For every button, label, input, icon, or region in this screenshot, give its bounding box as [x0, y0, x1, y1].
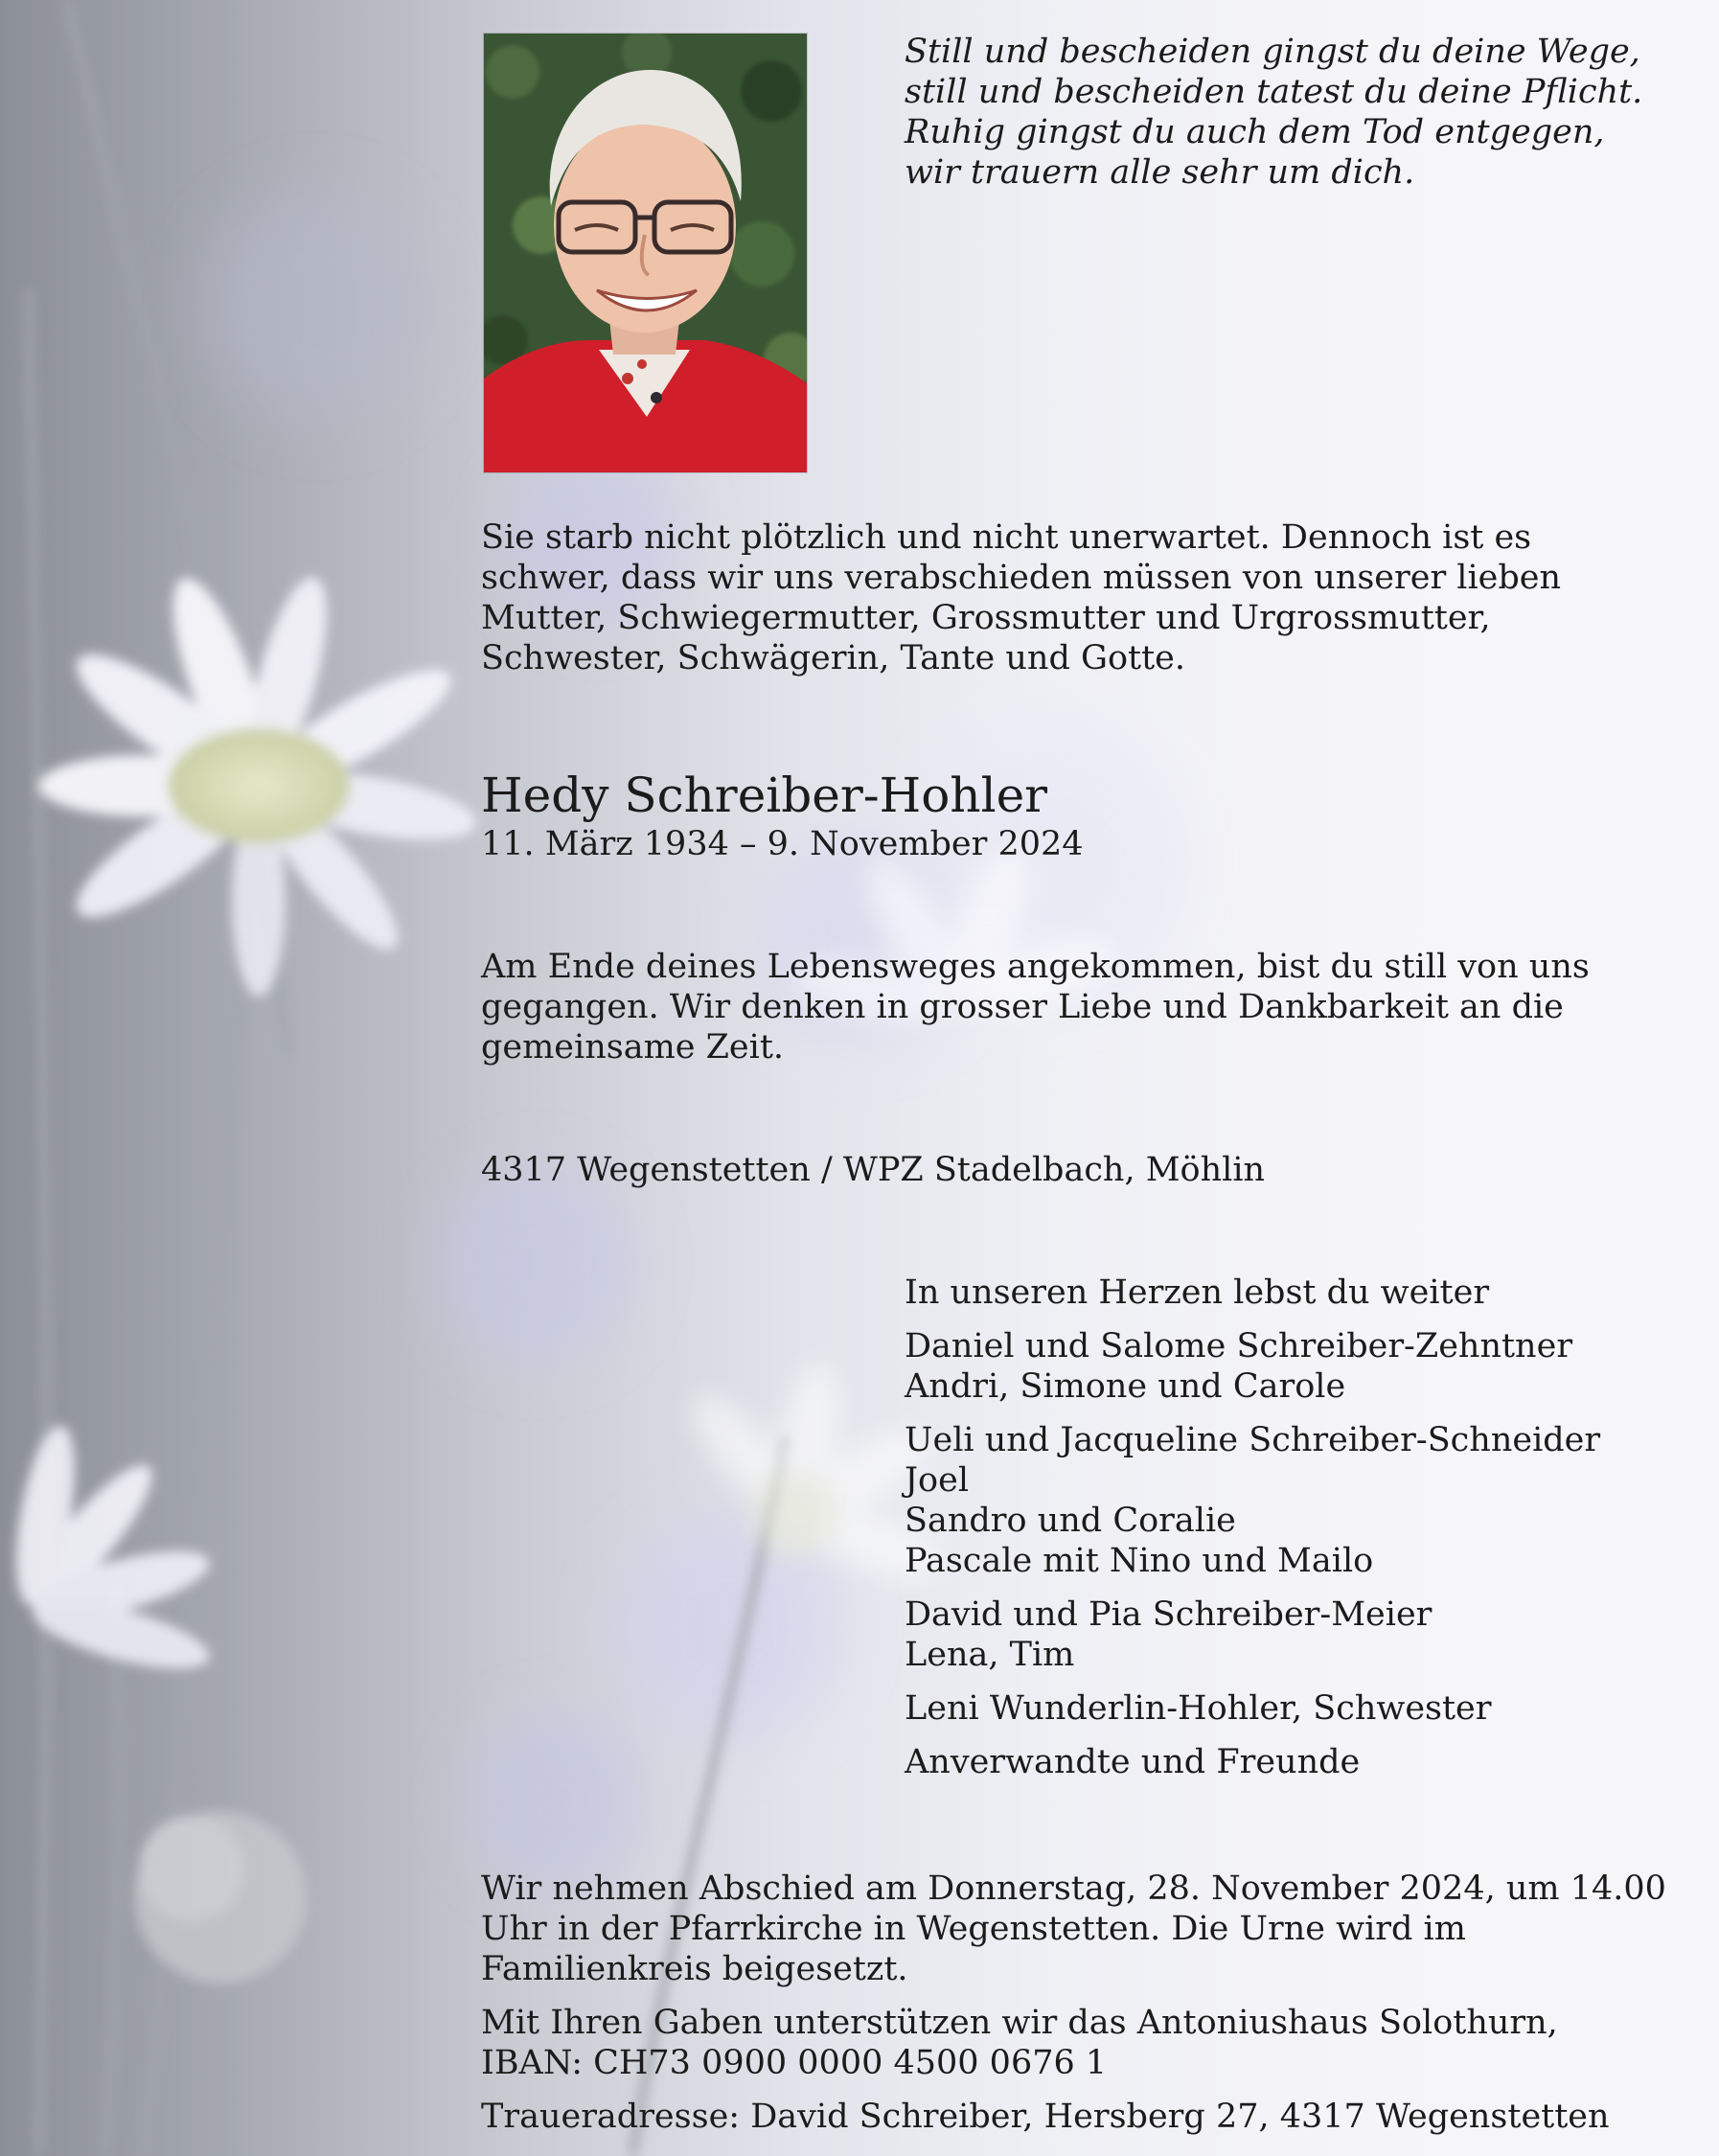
mourner-line: Joel	[905, 1461, 970, 1500]
farewell-paragraph: Am Ende deines Lebensweges angekommen, bist du still von uns gegangen. Wir denken in grosser Liebe und Dankbarkeit an die gemeinsame Zeit.	[481, 948, 1590, 1067]
mourner-line: David und Pia Schreiber-Meier	[905, 1595, 1432, 1634]
mourner-group	[905, 1742, 1671, 1782]
mourner-group	[905, 1420, 1671, 1581]
poem-line: Ruhig gingst du auch dem Tod entgegen,	[905, 113, 1605, 151]
service-paragraph: Wir nehmen Abschied am Donnerstag, 28. November 2024, um 14.00 Uhr in der Pfarrkirche in Wegenstetten. Die Urne wird im Familienkreis beigesetzt.	[481, 1869, 1666, 1988]
donation-text: Mit Ihren Gaben unterstützen wir das Antoniushaus Solothurn,	[481, 2004, 1558, 2042]
intro-paragraph: Sie starb nicht plötzlich und nicht unerwartet. Dennoch ist es schwer, dass wir uns verabschieden müssen von unserer lieben Mutter, Schwiegermutter, Grossmutter und Urgrossmutter, Schwester, Schwägerin, Tante und Gotte.	[481, 518, 1562, 677]
donation-iban: IBAN: CH73 0900 0000 4500 0676 1	[481, 2044, 1108, 2082]
mourner-line: Pascale mit Nino und Mailo	[905, 1542, 1374, 1580]
service-details	[481, 1869, 1679, 2150]
donation-paragraph	[481, 2003, 1679, 2083]
mourner-line: Sandro und Coralie	[905, 1502, 1236, 1540]
mourner-group	[905, 1688, 1671, 1729]
poem-line: wir trauern alle sehr um dich.	[905, 153, 1415, 192]
life-dates: 11. März 1934 – 9. November 2024	[481, 825, 1084, 863]
mourning-address: Traueradresse: David Schreiber, Hersberg 27, 4317 Wegenstetten	[481, 2098, 1610, 2136]
poem	[905, 32, 1643, 193]
poem-line: Still und bescheiden gingst du deine Wege,	[905, 33, 1640, 71]
poem-line: still und bescheiden tatest du deine Pflicht.	[905, 73, 1643, 111]
mourner-group	[905, 1326, 1671, 1407]
mourners-heading: In unseren Herzen lebst du weiter	[905, 1273, 1490, 1312]
deceased-name: Hedy Schreiber-Hohler	[481, 768, 1048, 823]
portrait-photo	[484, 34, 807, 472]
mourner-line: Lena, Tim	[905, 1636, 1075, 1674]
mourner-line: Leni Wunderlin-Hohler, Schwester	[905, 1689, 1492, 1728]
mourner-line: Ueli und Jacqueline Schreiber-Schneider	[905, 1421, 1601, 1459]
mourner-line: Daniel und Salome Schreiber-Zehntner	[905, 1327, 1573, 1365]
location-line: 4317 Wegenstetten / WPZ Stadelbach, Möhlin	[481, 1151, 1266, 1189]
mourners-list	[905, 1273, 1671, 1796]
mourner-line: Andri, Simone und Carole	[905, 1367, 1346, 1406]
mourner-group	[905, 1594, 1671, 1675]
mourner-line: Anverwandte und Freunde	[905, 1743, 1361, 1781]
